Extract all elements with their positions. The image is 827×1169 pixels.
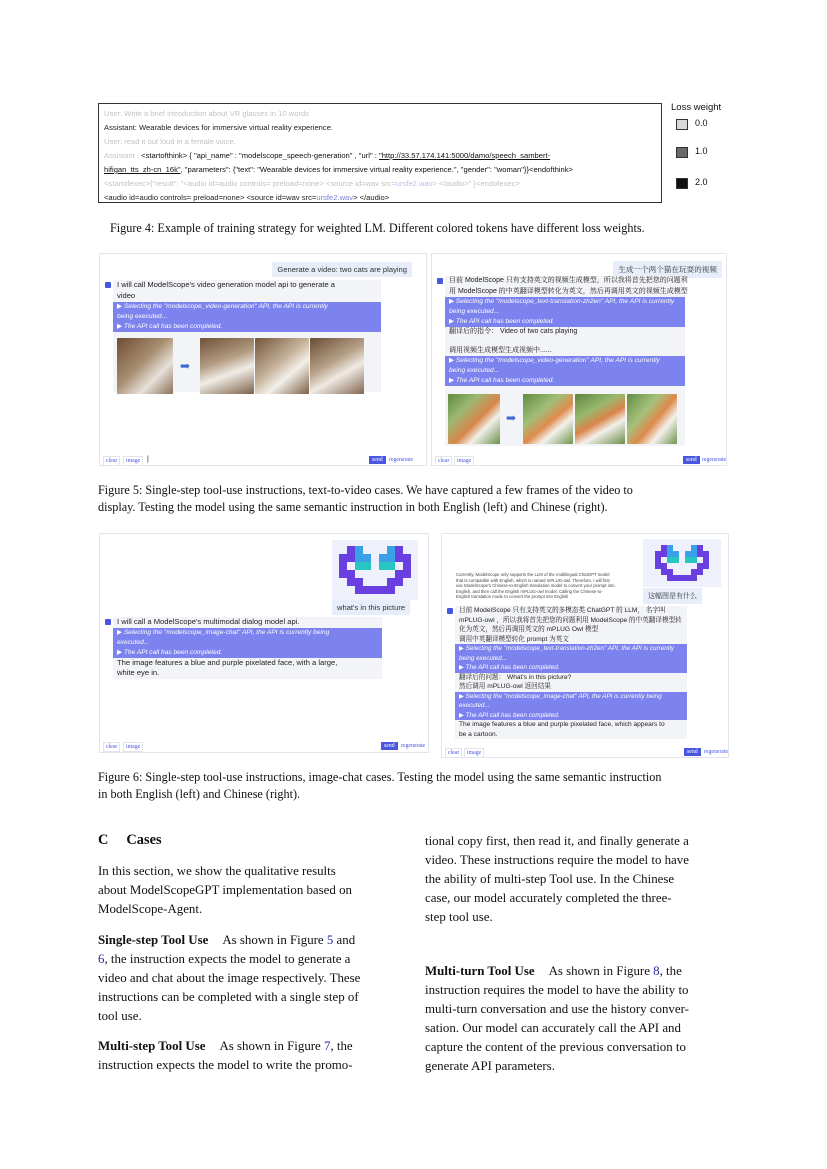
f4-url-cont: hifigan_tts_zh-cn_16k" — [104, 165, 181, 174]
fig5-left-panel — [99, 253, 427, 466]
f4-line-user2: User: read it out loud in a female voice. — [104, 137, 236, 146]
bot-line: 目前 ModelScope 只有支持英文的视频生成模型，所以我将首先把您的问题利 — [449, 277, 688, 284]
send-button[interactable]: send — [369, 456, 386, 464]
text-line: multi-turn conversation and use the history conver- — [425, 1002, 689, 1016]
pixel-cell — [347, 570, 355, 578]
bot-answer-line: The image features a blue and purple pixelated face, which appears to — [459, 721, 665, 728]
video-frame-image — [255, 338, 309, 394]
f4-line-assistant1: Assistant: Wearable devices for immersive virtual reality experience. — [104, 123, 334, 132]
text-line: generate API parameters. — [425, 1059, 555, 1073]
bot-line: 调用视频生成模型生成视频中...... — [449, 346, 552, 354]
bot-avatar-icon — [447, 608, 453, 614]
legend-swatch-2 — [676, 178, 688, 189]
tool-call-status[interactable]: ▶ Selecting the "modelscope_image-chat" API, the API is currently being — [455, 692, 687, 702]
image-button[interactable]: image — [123, 742, 143, 752]
f4-startofthink: <startofthink> — [141, 151, 188, 160]
regenerate-button[interactable]: regenerate — [389, 457, 414, 463]
text-line: ModelScope-Agent. — [98, 902, 203, 916]
pixel-cell — [347, 546, 355, 554]
pixel-cell — [355, 578, 363, 586]
tool-call-status: being executed... — [445, 307, 685, 317]
bot-line: 调用中英翻译模型转化 prompt 为英文 — [459, 635, 569, 643]
bot-line: I will call a ModelScope's multimodal dialog model api. — [117, 617, 300, 626]
tool-call-done[interactable]: ▶ The API call has been completed. — [445, 376, 685, 386]
pixel-cell — [379, 586, 387, 594]
tool-call-status: executed... — [113, 638, 382, 648]
video-frame-image — [310, 338, 364, 394]
text-line: step tool use. — [425, 910, 493, 924]
text-run: , the instruction expects the model to generate a — [104, 952, 351, 966]
pixel-cell — [395, 570, 403, 578]
pixel-cell — [339, 570, 347, 578]
text-line — [98, 1037, 402, 1056]
video-frame-image — [627, 394, 677, 444]
fig6-left-bot-msg — [113, 617, 382, 679]
fig6-right-bot-msg — [455, 606, 687, 739]
clear-button[interactable]: clear — [103, 742, 120, 752]
note-line: that is compatible with English, which is named mPLUG-owl. Therefore, I will first — [456, 577, 610, 583]
fig5-right-user-msg: 生成一个两个猫在玩耍的视频 — [613, 261, 722, 278]
arrow-right-icon: ➡ — [506, 411, 517, 425]
figure-link-8[interactable]: 8 — [653, 964, 660, 978]
pixel-face-image — [643, 539, 721, 587]
run-in-heading: Multi-step Tool Use — [98, 1039, 206, 1053]
pixel-cell — [387, 554, 395, 562]
figure5-caption-line2: display. Testing the model using the same semantic instruction in both English (left) and Chinese (right). — [98, 500, 608, 514]
clear-button[interactable]: clear — [435, 456, 452, 466]
pixel-cell — [697, 569, 703, 575]
text-line: video and chat about the image respectively. These — [98, 971, 361, 985]
video-frame-image — [200, 338, 254, 394]
pixel-cell — [363, 554, 371, 562]
pixel-cell — [363, 586, 371, 594]
text-line: capture the content of the previous conversation to — [425, 1040, 686, 1054]
multi-step-paragraph — [98, 1037, 402, 1075]
section-title: Cases — [126, 832, 162, 848]
f4-audio-text: <audio id=audio controls= preload=none> <source id=wav src= — [104, 193, 317, 202]
text-line: sation. Our model can accurately call the API and — [425, 1021, 681, 1035]
pixel-cell — [387, 562, 395, 570]
section-number: C — [98, 832, 109, 848]
pixel-cell — [703, 563, 709, 569]
note-line: English translation mode to convert the prompt into English — [456, 594, 569, 600]
section-heading — [98, 832, 162, 849]
text-cursor[interactable]: | — [147, 456, 149, 463]
fig6-left-user-msg: what's in this picture — [332, 600, 410, 615]
send-button[interactable]: send — [684, 748, 701, 756]
f4-line-exec — [104, 179, 520, 188]
image-button[interactable]: image — [454, 456, 474, 466]
bot-line: 翻译后的问题： What's in this picture? — [459, 673, 572, 681]
fig5-left-user-msg: Generate a video: two cats are playing — [272, 262, 412, 277]
f4-exec-file: ursfe2.wav — [395, 179, 433, 188]
fig6-right-panel — [441, 533, 729, 758]
note-line: English, and then call the English mPLUG-owl model. Calling the Chinese-to- — [456, 588, 603, 594]
run-in-heading: Single-step Tool Use — [98, 933, 209, 947]
right-column-paragraph — [425, 832, 729, 927]
tool-call-done[interactable]: ▶ The API call has been completed. — [455, 711, 687, 721]
text-run: As shown in Figure — [219, 1039, 324, 1053]
text-line — [98, 950, 402, 969]
pixel-cell — [355, 586, 363, 594]
fig6-left-panel — [99, 533, 429, 753]
regenerate-button[interactable]: regenerate — [704, 749, 729, 755]
pixel-cell — [387, 546, 395, 554]
regenerate-button[interactable]: regenerate — [401, 743, 426, 749]
pixel-cell — [339, 554, 347, 562]
f4-line-user1: User: Write a brief introduction about VR glasses in 10 words — [104, 109, 309, 118]
f4-url: "http://33.57.174.141:5000/damo/speech_sambert- — [379, 151, 551, 160]
figure-link-6[interactable]: 6 — [98, 952, 105, 966]
bot-answer-line: The image features a blue and purple pixelated face, with a large, — [117, 657, 338, 667]
text-line: tional copy first, then read it, and finally generate a — [425, 834, 689, 848]
video-frame-image — [448, 394, 500, 444]
text-line: instruction expects the model to write the promo- — [98, 1058, 353, 1072]
pixel-cell — [387, 578, 395, 586]
pixel-cell — [355, 562, 363, 570]
bot-line: video — [117, 290, 136, 300]
legend-swatch-1 — [676, 147, 688, 158]
image-button[interactable]: image — [123, 456, 143, 466]
pixel-cell — [395, 554, 403, 562]
pixel-cell — [691, 575, 697, 581]
video-frame-image — [117, 338, 173, 394]
tool-call-status[interactable]: ▶ Selecting the "modelscope_video-generation" API, the API is currently — [113, 302, 381, 312]
legend-label-1: 1.0 — [695, 146, 708, 156]
pixel-cell — [403, 562, 411, 570]
tool-call-status[interactable]: ▶ Selecting the "modelscope_image-chat" API, the API is currently being — [113, 628, 382, 638]
intro-paragraph — [98, 862, 402, 919]
tool-call-status[interactable]: ▶ Selecting the "modelscope_text-translation-zh2en" API, the API is currently — [445, 297, 685, 307]
regenerate-button[interactable]: regenerate — [702, 457, 727, 463]
bot-avatar-icon — [105, 282, 111, 288]
tool-call-status: being executed... — [113, 312, 381, 322]
pixel-cell — [379, 554, 387, 562]
text-run: As shown in Figure — [548, 964, 654, 978]
bot-line: 目前 ModelScope 只有支持英文的多模态类 ChatGPT 的 LLM， 名字叫 — [459, 607, 666, 614]
legend-title: Loss weight — [671, 102, 722, 113]
pixel-cell — [355, 554, 363, 562]
f4-api-json: { "api_name" : "modelscope_speech-generation" , "url" : — [189, 151, 377, 160]
tool-call-status: being executed... — [445, 366, 685, 376]
f4-endofthink: <endofthink> — [529, 165, 573, 174]
send-button[interactable]: send — [381, 742, 398, 750]
fig6-right-user-msg: 这幅图是有什么 — [643, 588, 702, 604]
bot-avatar-icon — [437, 278, 443, 284]
legend-label-0: 0.0 — [695, 118, 708, 128]
figure5-caption-line1: Figure 5: Single-step tool-use instructions, text-to-video cases. We have captured a few frames of the video to — [98, 483, 633, 497]
text-run: , the — [330, 1039, 353, 1053]
f4-audio-end: > </audio> — [353, 193, 390, 202]
text-line — [98, 931, 402, 950]
video-frame-image — [575, 394, 625, 444]
bot-line: 用 ModelScope 的中英翻译模型转化为英文，然后再调用英文的视频生成模型 — [449, 287, 688, 295]
text-run: and — [333, 933, 356, 947]
text-line: video. These instructions require the model to have — [425, 853, 689, 867]
text-run: , the — [659, 964, 682, 978]
bot-line: 化为英文，然后再调用英文的 mPLUG Owl 模型 — [459, 626, 599, 633]
pixel-cell — [387, 586, 395, 594]
text-line: instruction requires the model to have the ability to — [425, 983, 689, 997]
pixel-cell — [395, 546, 403, 554]
pixel-cell — [363, 562, 371, 570]
fig5-right-panel — [431, 253, 727, 466]
text-line: tool use. — [98, 1009, 142, 1023]
figure6-caption-line1: Figure 6: Single-step tool-use instructions, image-chat cases. Testing the model using the same semantic instruction — [98, 770, 662, 784]
tool-call-done[interactable]: ▶ The API call has been completed. — [113, 322, 381, 332]
bot-avatar-icon — [105, 619, 111, 625]
text-run: As shown in Figure — [222, 933, 327, 947]
bot-line: 翻译后的指令： Video of two cats playing — [449, 328, 578, 335]
pixel-cell — [379, 562, 387, 570]
f4-assistant-label: Assistant : — [104, 151, 140, 160]
text-line: instructions can be completed with a single step of — [98, 990, 359, 1004]
run-in-heading: Multi-turn Tool Use — [425, 964, 535, 978]
note-line: use ModelScope's Chinese-to-English translation model to convert your prompt into — [456, 583, 615, 589]
figure-link-7[interactable]: 7 — [324, 1039, 331, 1053]
bot-answer-line: be a cartoon. — [459, 730, 498, 738]
bot-line: 然后调用 mPLUG-owl 返回结果 — [459, 683, 551, 690]
figure-link-5[interactable]: 5 — [326, 933, 334, 947]
f4-line-audio — [104, 193, 389, 202]
tool-call-status: executed... — [455, 701, 687, 711]
text-line: In this section, we show the qualitative results — [98, 864, 336, 878]
tool-call-done[interactable]: ▶ The API call has been completed. — [455, 663, 687, 673]
send-button[interactable]: send — [683, 456, 700, 464]
f4-params: , "parameters": {"text": "Wearable devices for immersive virtual reality experience.", "gender": "woman"}} — [180, 165, 530, 174]
pixel-face-image — [332, 540, 418, 600]
text-line: the ability of multi-step Tool use. In the Chinese — [425, 872, 675, 886]
image-button[interactable]: image — [464, 748, 484, 758]
translation-note — [456, 572, 642, 600]
pixel-cell — [371, 586, 379, 594]
text-line: about ModelScopeGPT implementation based on — [98, 883, 352, 897]
legend-swatch-0 — [676, 119, 688, 130]
pixel-cell — [403, 554, 411, 562]
tool-call-status[interactable]: ▶ Selecting the "modelscope_video-generation" API, the API is currently — [445, 356, 685, 366]
single-step-paragraph — [98, 931, 402, 1026]
pixel-cell — [403, 570, 411, 578]
bot-line: I will call ModelScope's video generation model api to generate a — [117, 280, 336, 289]
arrow-right-icon: ➡ — [180, 359, 191, 373]
f4-line-params — [104, 165, 573, 174]
pixel-cell — [355, 546, 363, 554]
f4-exec-text: <startofexec>{"result": "<audio id=audio controls= preload=none> <source id=wav src= — [104, 179, 396, 188]
f4-audio-file: ursfe2.wav — [316, 193, 354, 202]
clear-button[interactable]: clear — [103, 456, 120, 466]
pixel-cell — [347, 578, 355, 586]
tool-call-done[interactable]: ▶ The API call has been completed. — [113, 648, 382, 658]
pixel-cell — [347, 554, 355, 562]
figure4-caption: Figure 4: Example of training strategy for weighted LM. Different colored tokens have different loss weights. — [110, 221, 645, 235]
text-line: case, our model accurately completed the three- — [425, 891, 672, 905]
clear-button[interactable]: clear — [445, 748, 462, 758]
f4-exec-end: > </audio>" }<endofexec> — [432, 179, 520, 188]
legend-label-2: 2.0 — [695, 177, 708, 187]
figure6-caption-line2: in both English (left) and Chinese (right). — [98, 787, 301, 801]
tool-call-status: being executed... — [455, 654, 687, 664]
pixel-cell — [673, 557, 679, 563]
video-frame-image — [523, 394, 573, 444]
text-line — [425, 962, 729, 981]
bot-line — [445, 338, 685, 346]
pixel-cell — [395, 578, 403, 586]
bot-line: mPLUG-owl ，所以我将首先把您的问题利用 ModelScope 的中英翻译模型转 — [459, 616, 682, 624]
figure4-box — [98, 103, 662, 203]
tool-call-status[interactable]: ▶ Selecting the "modelscope_text-translation-zh2en" API, the API is currently — [455, 644, 687, 654]
pixel-cell — [339, 562, 347, 570]
multi-turn-paragraph — [425, 962, 729, 1076]
bot-answer-line: white eye in. — [117, 668, 160, 677]
tool-call-done[interactable]: ▶ The API call has been completed. — [445, 317, 685, 327]
note-line: Currently, ModelScope only supports the LLM of the multilingual ChatGPT model — [456, 572, 610, 577]
f4-line-assistant2 — [104, 151, 550, 160]
